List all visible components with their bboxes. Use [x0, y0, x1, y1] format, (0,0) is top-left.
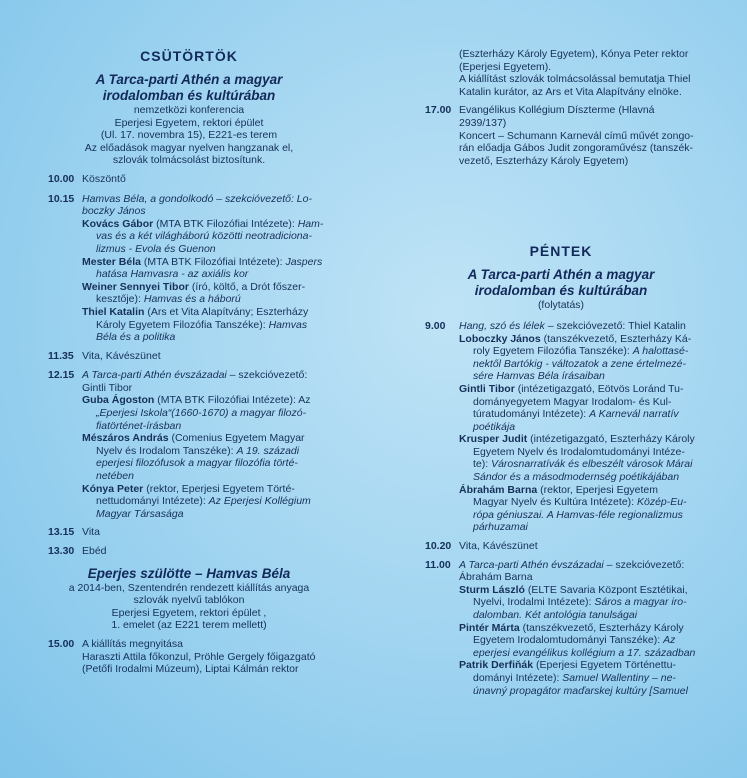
talk-mester: Mester Béla (MTA BTK Filozófiai Intézete): Jaspers hatása Hamvasra - az axiális kor [82, 255, 323, 281]
conference-title-line2: irodalomban és kultúrában [102, 88, 276, 103]
talk-pinter: Pintér Márta (tanszékvezető, Eszterházy Károly Egyetem Irodalomtudományi Tanszéke): Az eperjesi evangélikus kollégium a 17. században [459, 621, 696, 659]
schedule-1015 [48, 193, 330, 218]
talk-derfinak: Patrik Derfiňák (Eperjesi Egyetem Történettu- dományi Intézete): Samuel Wallentiny – ne- únavný propagátor maďarskej kultúry [Samuel [459, 659, 688, 697]
schedule-1215: 12.15 A Tarca-parti Athén évszázadai – szekcióvezető: Gintli Tibor [48, 369, 308, 394]
schedule-1020: 10.20 Vita, Kávészünet [425, 540, 538, 553]
talk-krusper: Krusper Judit (intézetigazgató, Eszterházy Károly Egyetem Nyelv és Irodalomtudományi Intéze- te): Városnarratívák és elbeszélt városok Márai Sándor és a másodmodernség poétikájában [459, 433, 695, 484]
schedule-1330: 13.30 Ebéd [48, 545, 107, 557]
talk-loboczky: Loboczky János (tanszékvezető, Eszterházy Ká- roly Egyetem Filozófia Tanszéke): A halottasé- nektől Bartókig - változatok a zene értelmezé- sére Hamvas Béla írásaiban [459, 332, 692, 383]
conference-sub-3: (Ul. 17. novembra 15), E221-es terem [100, 129, 278, 142]
exhibit-title: Eperjes szülötte – Hamvas Béla [87, 565, 291, 581]
exhibit-sub-4: 1. emelet (az E221 terem mellett) [111, 619, 267, 632]
talk-abraham: Ábrahám Barna (rektor, Eperjesi Egyetem Magyar Nyelv és Kultúra Intézete): Közép-Eu- rópa géniuszai. A Hamvas-féle regionalizmus párhuzamai [459, 483, 687, 534]
opening-guests-2: (Petőfi Irodalmi Múzeum), Liptai Kálmán rektor [82, 663, 299, 676]
talk-guba: Guba Ágoston (MTA BTK Filozófiai Intézete): Az „Eperjesi Iskola“(1660-1670) a magyar filozó- fiatörténet-írásban [82, 394, 311, 432]
schedule-1000 [48, 173, 330, 186]
talk-meszaros: Mészáros András (Comenius Egyetem Magyar Nyelv és Irodalom Tanszéke): A 19. századi eperjesi filozófusok a magyar filozófia törté- netében [82, 432, 305, 483]
exhibit-continued-1: (Eszterházy Károly Egyetem), Kónya Peter rektor [459, 48, 689, 60]
day-heading-thursday: CSÜTÖRTÖK [140, 48, 238, 64]
friday-title-line1: A Tarca-parti Athén a magyar [467, 267, 655, 283]
talk-weiner: Weiner Sennyei Tibor (író, költő, a Drót főszer- kesztője): Hamvas és a háború [82, 280, 306, 306]
talk-kovacs: Kovács Gábor (MTA BTK Filozófiai Intézete): Ham- vas és a két világháború közötti neotradicionа- lizmus - Evola és Guenon [82, 217, 324, 255]
event-text: Köszöntő [82, 172, 126, 185]
talk-konya: Kónya Peter (rektor, Eperjesi Egyetem Törté- nettudományi Intézete): Az Eperjesi Kollégium Magyar Társasága [82, 482, 311, 520]
schedule-1700: 17.00 Evangélikus Kollégium Díszterme (Hlavná 2939/137) Koncert – Schumann Karnevál című művét zongo- rán előadja Gábos Judit zongoraművész (tanszék- vezető, Eszterházy Károly Egyetem) [425, 104, 694, 167]
schedule-1315: 13.15 Vita [48, 526, 100, 539]
talk-gintli: Gintli Tibor (intézetigazgató, Eötvös Loránd Tu- dományegyetem Magyar Irodalom- és Kul- túratudományi Intézete): A Karnevál narratív poétikája [459, 382, 684, 433]
exhibit-sub-2: szlovák nyelvű tablókon [133, 594, 245, 607]
day-heading-friday: PÉNTEK [529, 243, 593, 260]
exhibit-continued-3: A kiállítást szlovák tolmácsolással bemutatja Thiel [459, 73, 691, 86]
exhibit-continued-4: Katalin kurátor, az Ars et Vita Alapítvány elnöke. [459, 85, 682, 98]
friday-sub: (folytatás) [537, 299, 585, 312]
talk-sturm: Sturm László (ELTE Savaria Központ Esztétikai, Nyelvi, Irodalmi Intézete): Sáros a magyar iro- dalomban. Két antológia tanulságai [459, 583, 688, 621]
opening-guests-1: Haraszti Attila főkonzul, Pröhle Gergely főigazgató [82, 650, 316, 663]
time-label: 10.00 [48, 172, 75, 185]
schedule-1500: 15.00 A kiállítás megnyitása [48, 637, 183, 650]
time-label: 10.15 [48, 192, 75, 205]
conference-sub-1: nemzetközi konferencia [133, 104, 245, 116]
talk-thiel: Thiel Katalin (Ars et Vita Alapítvány; Eszterházy Károly Egyetem Filozófia Tanszéke): Hamvas Béla és a politika [82, 305, 309, 344]
exhibit-sub-1: a 2014-ben, Szentendrén rendezett kiállítás anyaga [68, 581, 310, 594]
conference-title-line1: A Tarca-parti Athén a magyar [95, 72, 283, 87]
left-column [48, 0, 330, 676]
schedule-1135: 11.35 Vita, Kávészünet [48, 349, 161, 362]
friday-title-line2: irodalomban és kultúrában [474, 283, 648, 299]
right-column [425, 0, 697, 697]
section-title: Hamvas Béla, a gondolkodó – szekcióvezető: Lo- boczky János [82, 192, 312, 218]
exhibit-sub-3: Eperjesi Egyetem, rektori épület , [111, 606, 267, 619]
conference-sub-5: szlovák tolmácsolást biztosítunk. [112, 154, 266, 167]
conference-sub-4: Az előadások magyar nyelven hangzanak el, [84, 141, 294, 154]
schedule-900: 9.00 Hang, szó és lélek – szekcióvezető: Thiel Katalin [425, 319, 686, 332]
exhibit-continued-2: (Eperjesi Egyetem). [459, 60, 552, 73]
schedule-1100: 11.00 A Tarca-parti Athén évszázadai – szekcióvezető: Ábrahám Barna [425, 558, 685, 584]
conference-sub-2: Eperjesi Egyetem, rektori épület [114, 116, 264, 129]
